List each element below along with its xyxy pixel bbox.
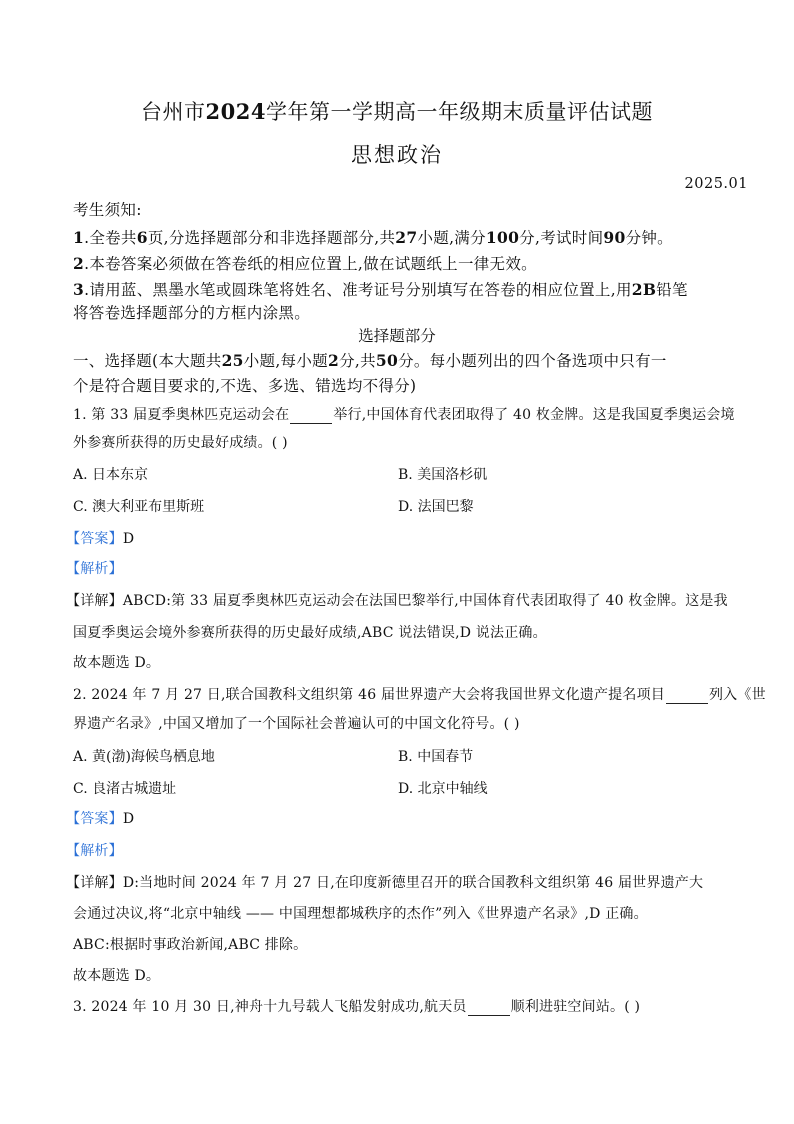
intro-text: 一、选择题(本大题共 [73, 352, 222, 370]
answer-value: D [122, 531, 135, 547]
answer-blank [290, 409, 332, 424]
stem-text: 1. 第 33 届夏季奥林匹克运动会在 [73, 407, 290, 423]
notice-text: 分,考试时间 [519, 229, 604, 247]
stem-text: 2. 2024 年 7 月 27 日,联合国教科文组织第 46 届世界遗产大会将我国世界文化遗产提名项目 [73, 687, 665, 703]
detail-text: ABCD:第 33 届夏季奥林匹克运动会在法国巴黎举行,中国体育代表团取得了 40 枚金牌。这是我 [122, 593, 728, 609]
intro-text: 分,共 [339, 352, 376, 370]
detail-text: D:当地时间 2024 年 7 月 27 日,在印度新德里召开的联合国教科文组织第 46 届世界遗产大 [122, 875, 704, 891]
title-suffix: 学年第一学期高一年级期末质量评估试题 [265, 100, 653, 124]
question-3-stem [73, 996, 640, 1016]
notice-bold: 100 [485, 228, 520, 247]
intro-text: 分。每小题列出的四个备选项中只有一 [398, 352, 667, 370]
title-year: 2024 [205, 99, 266, 124]
analysis-label: 【解析】 [66, 843, 123, 859]
stem-text: 举行,中国体育代表团取得了 40 枚金牌。这是我国夏季奥运会境 [333, 407, 735, 423]
notice-text: 小题,满分 [417, 229, 486, 247]
exam-date: 2025.01 [684, 176, 748, 192]
notice-item-3 [73, 278, 688, 300]
stem-text: 列入《世 [708, 687, 766, 703]
notice-item-1 [73, 226, 673, 248]
answer-blank [468, 1001, 510, 1016]
question-2-answer [66, 808, 134, 828]
intro-bold: 2 [327, 351, 340, 370]
notice-bold: 2B [631, 280, 657, 299]
notice-item-3-cont: 将答卷选择题部分的方框内涂黑。 [73, 304, 311, 322]
question-1-option-b: B. 美国洛杉矶 [398, 467, 488, 483]
notice-text: 分钟。 [625, 229, 673, 247]
question-2-option-a: A. 黄(渤)海候鸟栖息地 [73, 749, 215, 765]
answer-value: D [122, 811, 135, 827]
question-2-stem [73, 684, 766, 704]
section-intro [73, 349, 667, 371]
notice-num: 2 [73, 254, 85, 273]
question-2-option-c: C. 良渚古城遗址 [73, 781, 177, 797]
question-1-option-c: C. 澳大利亚布里斯班 [73, 499, 205, 515]
question-2-conclusion: 故本题选 D。 [73, 968, 161, 984]
answer-label: 【答案】 [66, 811, 123, 827]
notice-bold: 6 [136, 228, 148, 247]
detail-label: 【详解】 [66, 875, 123, 891]
question-2-detail [66, 872, 703, 892]
notice-text: .全卷共 [84, 229, 137, 247]
intro-bold: 25 [221, 351, 244, 370]
section-intro-cont: 个是符合题目要求的,不选、多选、错选均不得分) [73, 377, 417, 395]
question-2-stem-cont: 界遗产名录》,中国又增加了一个国际社会普遍认可的中国文化符号。( ) [73, 716, 520, 732]
question-1-stem-cont: 外参赛所获得的历史最好成绩。( ) [73, 435, 288, 451]
exam-subject: 思想政治 [351, 143, 443, 167]
question-1-conclusion: 故本题选 D。 [73, 655, 161, 671]
title-prefix: 台州市 [141, 100, 206, 124]
question-2-option-b: B. 中国春节 [398, 749, 474, 765]
answer-blank [666, 689, 708, 704]
notice-item-2 [73, 252, 537, 274]
question-2-detail-cont-2: ABC:根据时事政治新闻,ABC 排除。 [73, 937, 308, 953]
notice-bold: 90 [603, 228, 626, 247]
detail-label: 【详解】 [66, 593, 123, 609]
section-heading: 选择题部分 [358, 327, 436, 345]
question-2-analysis [66, 840, 123, 860]
question-1-analysis [66, 558, 123, 578]
intro-text: 小题,每小题 [243, 352, 328, 370]
notice-heading: 考生须知: [73, 201, 142, 219]
analysis-label: 【解析】 [66, 561, 123, 577]
notice-text: .本卷答案必须做在答卷纸的相应位置上,做在试题纸上一律无效。 [84, 255, 537, 273]
notice-text: 铅笔 [656, 281, 688, 299]
notice-text: .请用蓝、黑墨水笔或圆珠笔将姓名、准考证号分别填写在答卷的相应位置上,用 [84, 281, 632, 299]
notice-num: 3 [73, 280, 85, 299]
stem-text: 顺利进驻空间站。( ) [510, 999, 641, 1015]
notice-text: 页,分选择题部分和非选择题部分,共 [147, 229, 396, 247]
question-1-option-d: D. 法国巴黎 [398, 499, 474, 515]
stem-text: 3. 2024 年 10 月 30 日,神舟十九号载人飞船发射成功,航天员 [73, 999, 467, 1015]
exam-title [0, 96, 794, 126]
question-2-option-d: D. 北京中轴线 [398, 781, 488, 797]
answer-label: 【答案】 [66, 531, 123, 547]
intro-bold: 50 [375, 351, 399, 370]
question-1-stem [73, 404, 735, 424]
question-1-answer [66, 528, 134, 548]
question-1-option-a: A. 日本东京 [73, 467, 149, 483]
question-2-detail-cont: 会通过决议,将“北京中轴线 —— 中国理想都城秩序的杰作”列入《世界遗产名录》,D 正确。 [73, 906, 648, 922]
notice-bold: 27 [395, 228, 418, 247]
question-1-detail-cont: 国夏季奥运会境外参赛所获得的历史最好成绩,ABC 说法错误,D 说法正确。 [73, 625, 547, 641]
question-1-detail [66, 590, 728, 610]
notice-num: 1 [73, 228, 85, 247]
